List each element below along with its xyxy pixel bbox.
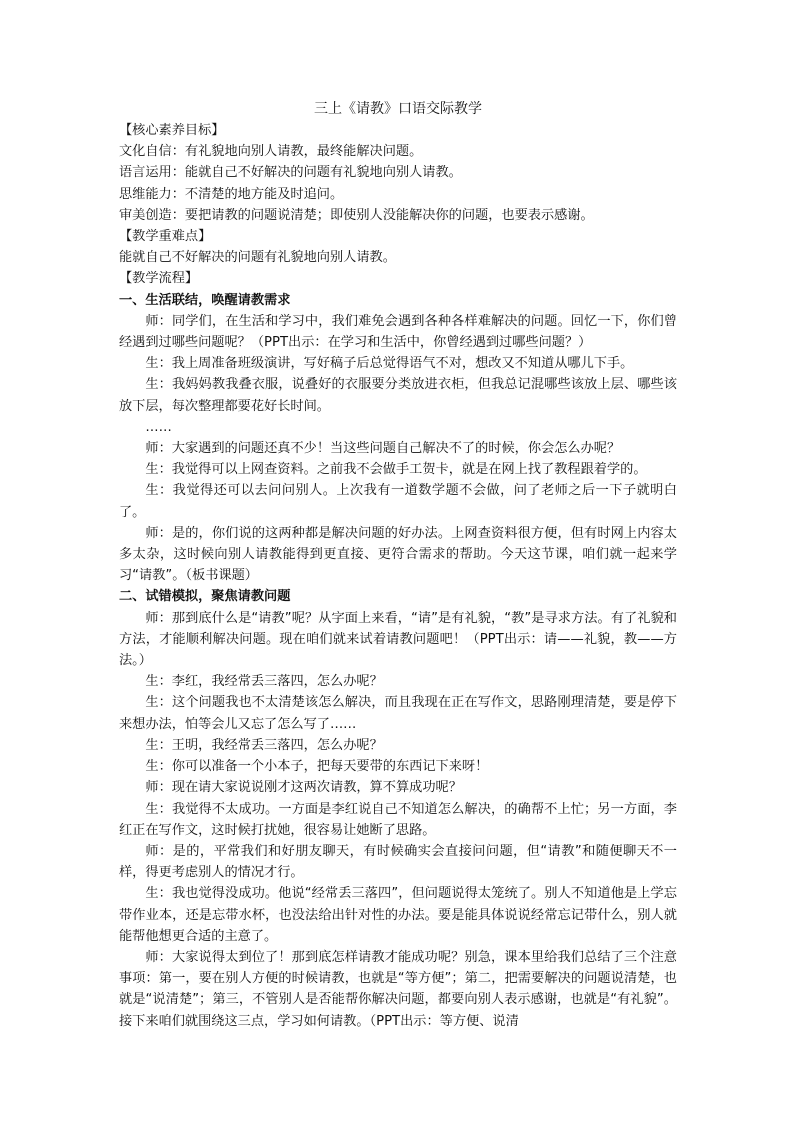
document-page [119, 98, 677, 1032]
goal-line: 文化自信：有礼貌地向别人请教，最终能解决问题。 [119, 144, 423, 160]
dialogue-line: 师：那到底什么是“请教”呢？从字面上来看，“请”是有礼貌，“教”是寻求方法。有了礼貌和方法，才能顺利解决问题。现在咱们就来试着请教问题吧！（PPT出示：请——礼貌，教——方法。） [119, 610, 677, 669]
dialogue-line: 生：我妈妈教我叠衣服，说叠好的衣服要分类放进衣柜，但我总记混哪些该放上层、哪些该放下层，每次整理都要花好长时间。 [119, 377, 677, 414]
dialogue-line: 生：我觉得可以上网查资料。之前我不会做手工贺卡，就是在网上找了教程跟着学的。 [145, 462, 647, 478]
dialogue-line: 生：你可以准备一个小本子，把每天要带的东西记下来呀！ [145, 759, 489, 775]
goals-heading: 【核心素养目标】 [119, 123, 225, 138]
key-heading: 【教学重难点】 [119, 229, 212, 245]
goal-line: 审美创造：要把请教的问题说清楚；即使别人没能解决你的问题，也要表示感谢。 [119, 207, 594, 223]
document-title: 三上《请教》口语交际教学 [314, 101, 482, 117]
section-heading-2: 二、试错模拟，聚焦请教问题 [119, 589, 291, 605]
goal-line: 思维能力：不清楚的地方能及时追问。 [119, 186, 344, 202]
dialogue-line: 生：李红，我经常丢三落四，怎么办呢？ [145, 674, 383, 690]
dialogue-line: 生：我觉得不太成功。一方面是李红说自己不知道怎么解决，的确帮不上忙；另一方面，李红正在写作文，这时候打扰她，很容易让她断了思路。 [119, 801, 677, 838]
dialogue-line: 生：我也觉得没成功。他说“经常丢三落四”，但问题说得太笼统了。别人不知道他是上学忘带作业本，还是忘带水杯，也没法给出针对性的办法。要是能具体说说经常忘记带什么，别人就能帮他想更合适的主意了。 [119, 886, 677, 944]
dialogue-line: 生：我觉得还可以去问问别人。上次我有一道数学题不会做，问了老师之后一下子就明白了。 [119, 483, 677, 520]
dialogue-line: 师：同学们，在生活和学习中，我们难免会遇到各种各样难解决的问题。回忆一下，你们曾经遇到过哪些问题呢？（PPT出示：在学习和生活中，你曾经遇到过哪些问题？） [119, 313, 677, 351]
goal-line: 语言运用：能就自己不好解决的问题有礼貌地向别人请教。 [119, 165, 462, 181]
section-heading-1: 一、生活联结，唤醒请教需求 [119, 292, 291, 308]
dialogue-line: 生：王明，我经常丢三落四，怎么办呢？ [145, 737, 383, 753]
ellipsis-line: …… [145, 419, 172, 435]
dialogue-line: 师：大家遇到的问题还真不少！当这些问题自己解决不了的时候，你会怎么办呢？ [145, 441, 621, 457]
dialogue-line: 生：我上周准备班级演讲，写好稿子后总觉得语气不对，想改又不知道从哪儿下手。 [145, 356, 634, 372]
flow-heading: 【教学流程】 [119, 271, 199, 287]
dialogue-line: 师：是的，你们说的这两种都是解决问题的好办法。上网查资料很方便，但有时网上内容太多太杂，这时候向别人请教能得到更直接、更符合需求的帮助。今天这节课，咱们就一起来学习“请教”。（板书课题） [119, 525, 677, 584]
dialogue-line: 生：这个问题我也不太清楚该怎么解决，而且我现在正在写作文，思路刚理清楚，要是停下来想办法，怕等会儿又忘了怎么写了…… [119, 695, 677, 732]
dialogue-line: 师：现在请大家说说刚才这两次请教，算不算成功呢？ [145, 780, 462, 796]
dialogue-line: 师：是的，平常我们和好朋友聊天，有时候确实会直接问问题，但“请教”和随便聊天不一样，得更考虑别人的情况才行。 [119, 843, 677, 881]
dialogue-line: 师：大家说得太到位了！那到底怎样请教才能成功呢？别急，课本里给我们总结了三个注意事项：第一，要在别人方便的时候请教，也就是“等方便”；第二，把需要解决的问题说清楚，也就是“说清楚”；第三，不管别人是否能帮你解决问题，都要向别人表示感谢，也就是“有礼貌”。接下来咱们就围绕这三点，学习如何请教。（PPT出示：等方便、说清 [119, 949, 677, 1029]
key-point: 能就自己不好解决的问题有礼貌地向别人请教。 [119, 250, 396, 266]
